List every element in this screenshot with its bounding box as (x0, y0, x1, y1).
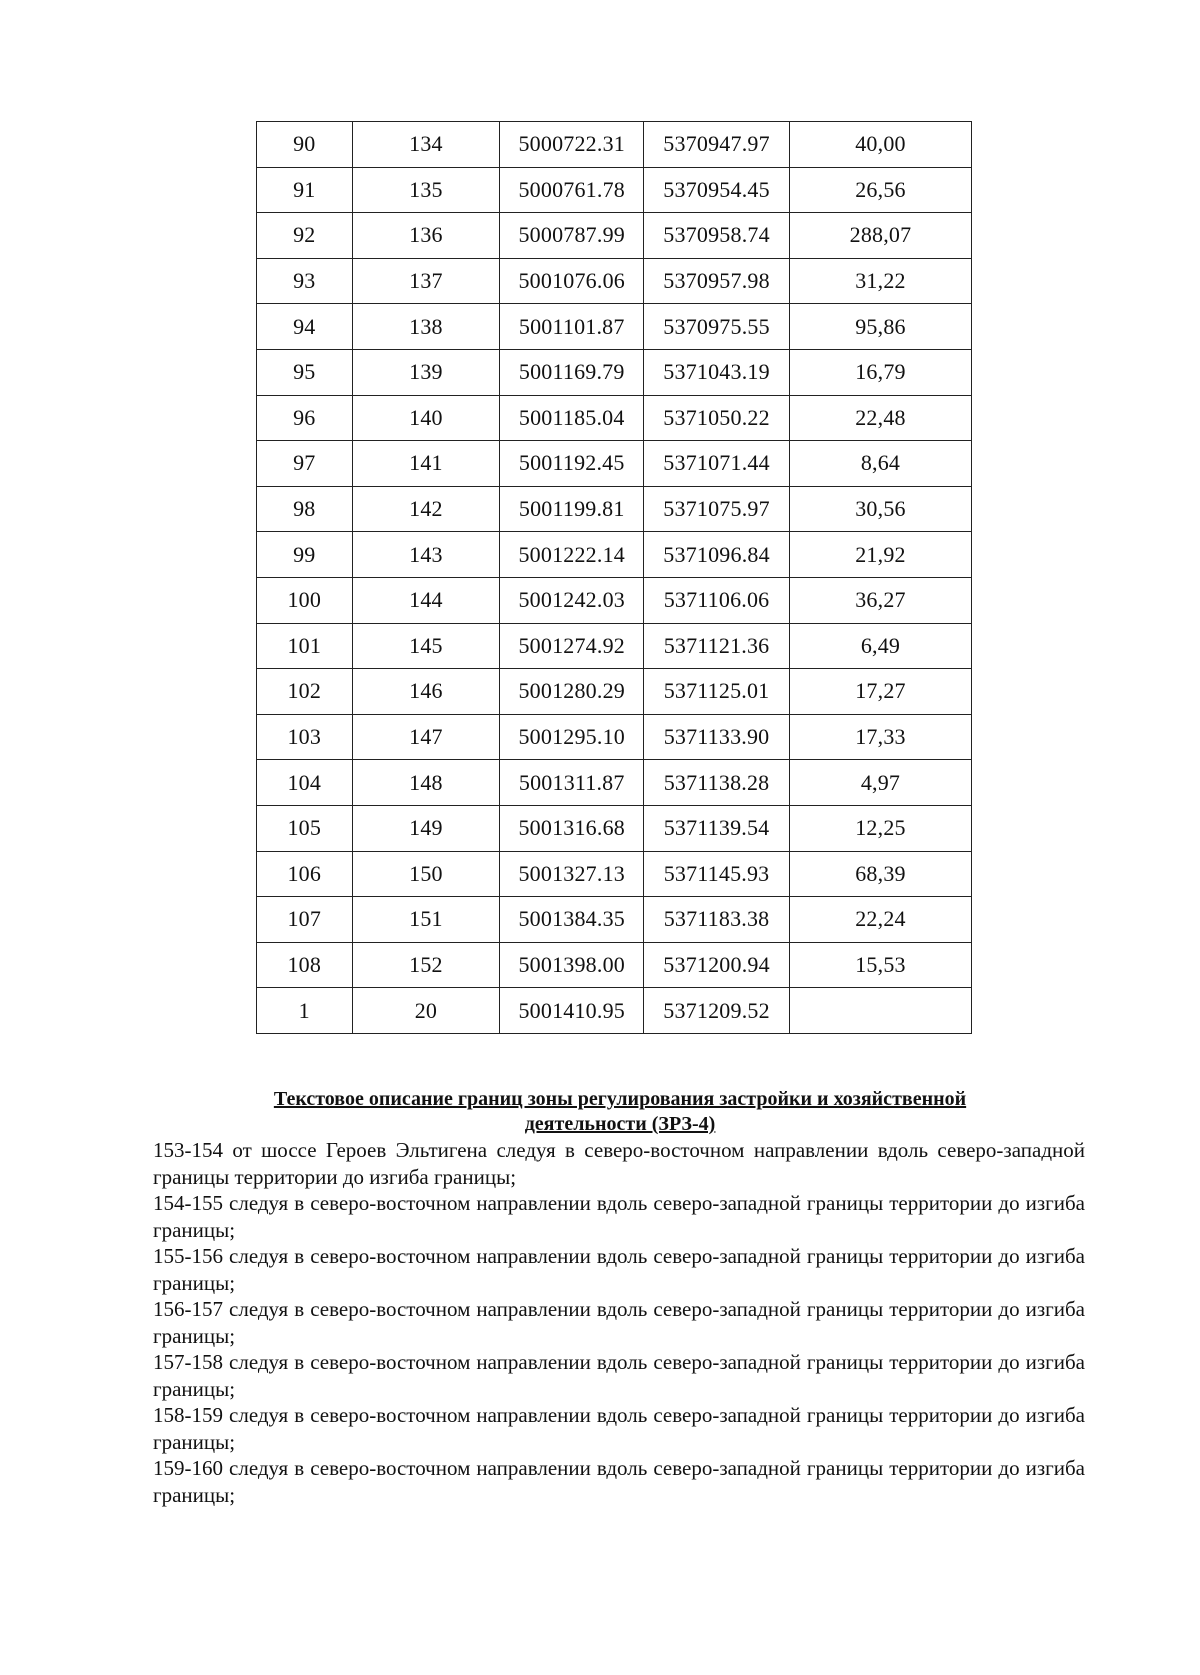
table-cell: 288,07 (789, 213, 971, 259)
table-cell: 148 (352, 760, 500, 806)
table-cell: 99 (257, 532, 353, 578)
table-cell: 107 (257, 897, 353, 943)
table-cell (789, 988, 971, 1034)
table-row (257, 304, 972, 350)
table-row (257, 395, 972, 441)
table-cell: 5000787.99 (500, 213, 644, 259)
table-cell: 36,27 (789, 577, 971, 623)
table-cell: 135 (352, 167, 500, 213)
table-row (257, 122, 972, 168)
table-cell: 136 (352, 213, 500, 259)
table-cell: 5371138.28 (644, 760, 790, 806)
table-cell: 68,39 (789, 851, 971, 897)
table-cell: 139 (352, 349, 500, 395)
table-row (257, 258, 972, 304)
table-cell: 103 (257, 714, 353, 760)
table-row (257, 805, 972, 851)
table-cell: 96 (257, 395, 353, 441)
table-cell: 5370957.98 (644, 258, 790, 304)
table-cell: 140 (352, 395, 500, 441)
table-cell: 5001398.00 (500, 942, 644, 988)
table-row (257, 988, 972, 1034)
table-cell: 147 (352, 714, 500, 760)
table-cell: 5001222.14 (500, 532, 644, 578)
table-cell: 94 (257, 304, 353, 350)
table-cell: 5001192.45 (500, 441, 644, 487)
table-cell: 5370954.45 (644, 167, 790, 213)
table-cell: 5371209.52 (644, 988, 790, 1034)
table-row (257, 167, 972, 213)
table-cell: 108 (257, 942, 353, 988)
table-cell: 5001327.13 (500, 851, 644, 897)
table-cell: 5371071.44 (644, 441, 790, 487)
table-cell: 17,33 (789, 714, 971, 760)
table-cell: 5001185.04 (500, 395, 644, 441)
description-paragraph: 156-157 следуя в северо-восточном направлении вдоль северо-западной границы территории до изгиба границы; (153, 1297, 1085, 1348)
table-cell: 144 (352, 577, 500, 623)
table-cell: 8,64 (789, 441, 971, 487)
table-cell: 97 (257, 441, 353, 487)
table-cell: 143 (352, 532, 500, 578)
table-cell: 95,86 (789, 304, 971, 350)
table-row (257, 441, 972, 487)
table-cell: 152 (352, 942, 500, 988)
table-cell: 5370975.55 (644, 304, 790, 350)
table-row (257, 577, 972, 623)
table-cell: 5371050.22 (644, 395, 790, 441)
table-cell: 5371121.36 (644, 623, 790, 669)
description-paragraph: 153-154 от шоссе Героев Эльтигена следуя в северо-восточном направлении вдоль северо-западной границы территории до изгиба границы; (153, 1138, 1085, 1189)
table-cell: 6,49 (789, 623, 971, 669)
boundary-description (153, 1137, 1085, 1508)
table-cell: 5001410.95 (500, 988, 644, 1034)
table-cell: 26,56 (789, 167, 971, 213)
table-cell: 4,97 (789, 760, 971, 806)
table-cell: 5371133.90 (644, 714, 790, 760)
table-cell: 95 (257, 349, 353, 395)
table-cell: 5001169.79 (500, 349, 644, 395)
table-cell: 5001311.87 (500, 760, 644, 806)
description-paragraph: 157-158 следуя в северо-восточном направлении вдоль северо-западной границы территории до изгиба границы; (153, 1350, 1085, 1401)
table-cell: 5001101.87 (500, 304, 644, 350)
table-cell: 5001242.03 (500, 577, 644, 623)
table-cell: 151 (352, 897, 500, 943)
table-cell: 100 (257, 577, 353, 623)
table-cell: 5371183.38 (644, 897, 790, 943)
table-cell: 22,24 (789, 897, 971, 943)
table-cell: 98 (257, 486, 353, 532)
table-cell: 101 (257, 623, 353, 669)
table-row (257, 714, 972, 760)
table-cell: 5000722.31 (500, 122, 644, 168)
table-cell: 5001076.06 (500, 258, 644, 304)
table-cell: 5370958.74 (644, 213, 790, 259)
table-cell: 5371139.54 (644, 805, 790, 851)
table-cell: 20 (352, 988, 500, 1034)
table-cell: 5371043.19 (644, 349, 790, 395)
table-cell: 92 (257, 213, 353, 259)
table-cell: 5001274.92 (500, 623, 644, 669)
table-cell: 105 (257, 805, 353, 851)
table-row (257, 213, 972, 259)
table-cell: 5371200.94 (644, 942, 790, 988)
table-cell: 5000761.78 (500, 167, 644, 213)
table-cell: 5001199.81 (500, 486, 644, 532)
table-cell: 17,27 (789, 669, 971, 715)
table-cell: 145 (352, 623, 500, 669)
table-row (257, 669, 972, 715)
table-cell: 31,22 (789, 258, 971, 304)
table-cell: 90 (257, 122, 353, 168)
table-cell: 5001280.29 (500, 669, 644, 715)
table-row (257, 532, 972, 578)
table-cell: 150 (352, 851, 500, 897)
table-cell: 5001316.68 (500, 805, 644, 851)
coordinates-table (256, 121, 972, 1034)
table-cell: 134 (352, 122, 500, 168)
table-cell: 137 (352, 258, 500, 304)
description-paragraph: 159-160 следуя в северо-восточном направлении вдоль северо-западной границы территории до изгиба границы; (153, 1456, 1085, 1507)
table-row (257, 942, 972, 988)
table-cell: 104 (257, 760, 353, 806)
table-row (257, 486, 972, 532)
section-heading (150, 1087, 1090, 1137)
table-cell: 16,79 (789, 349, 971, 395)
table-cell: 5371075.97 (644, 486, 790, 532)
table-cell: 5001295.10 (500, 714, 644, 760)
coordinates-table-body (257, 122, 972, 1034)
table-cell: 146 (352, 669, 500, 715)
table-cell: 5370947.97 (644, 122, 790, 168)
table-row (257, 897, 972, 943)
description-paragraph: 155-156 следуя в северо-восточном направлении вдоль северо-западной границы территории до изгиба границы; (153, 1244, 1085, 1295)
table-cell: 149 (352, 805, 500, 851)
table-cell: 5001384.35 (500, 897, 644, 943)
table-row (257, 851, 972, 897)
table-cell: 91 (257, 167, 353, 213)
table-cell: 30,56 (789, 486, 971, 532)
table-cell: 12,25 (789, 805, 971, 851)
table-cell: 22,48 (789, 395, 971, 441)
table-cell: 5371096.84 (644, 532, 790, 578)
table-cell: 40,00 (789, 122, 971, 168)
section-heading-line-1: Текстовое описание границ зоны регулирования застройки и хозяйственной (273, 1088, 967, 1110)
table-cell: 141 (352, 441, 500, 487)
table-cell: 15,53 (789, 942, 971, 988)
table-cell: 5371106.06 (644, 577, 790, 623)
table-row (257, 760, 972, 806)
table-cell: 5371125.01 (644, 669, 790, 715)
table-row (257, 349, 972, 395)
description-paragraph: 158-159 следуя в северо-восточном направлении вдоль северо-западной границы территории до изгиба границы; (153, 1403, 1085, 1454)
table-cell: 93 (257, 258, 353, 304)
table-cell: 5371145.93 (644, 851, 790, 897)
table-cell: 1 (257, 988, 353, 1034)
description-paragraph: 154-155 следуя в северо-восточном направлении вдоль северо-западной границы территории до изгиба границы; (153, 1191, 1085, 1242)
table-cell: 138 (352, 304, 500, 350)
table-cell: 142 (352, 486, 500, 532)
table-cell: 21,92 (789, 532, 971, 578)
table-cell: 102 (257, 669, 353, 715)
table-cell: 106 (257, 851, 353, 897)
table-row (257, 623, 972, 669)
section-heading-line-2: деятельности (ЗРЗ-4) (524, 1113, 716, 1135)
